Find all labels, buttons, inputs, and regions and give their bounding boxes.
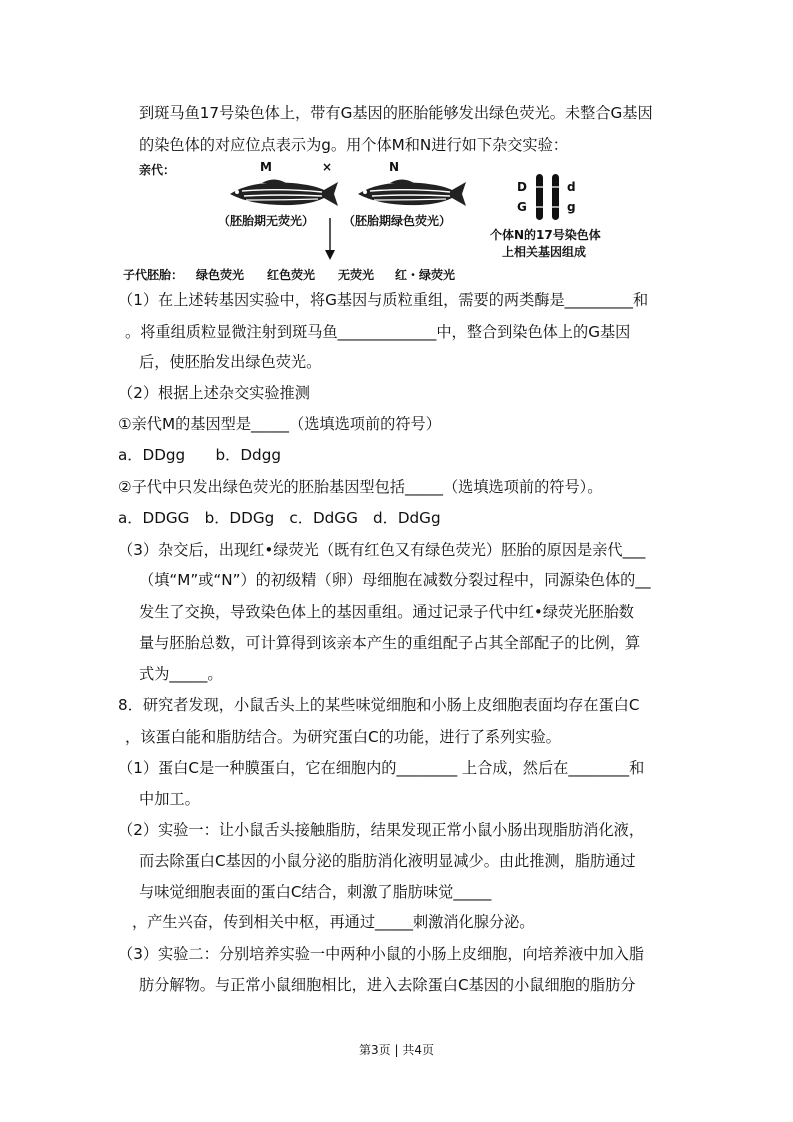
fish-m-icon: [222, 176, 342, 210]
fish-n-icon: [350, 176, 470, 210]
offspring-phenotype-4: 红・绿荧光: [395, 268, 456, 282]
text-line-10: a．DDGG b．DDGg c．DdGG d．DdGg: [118, 509, 441, 527]
n-label: N: [389, 160, 400, 174]
text-line-1: 到斑马鱼17号染色体上，带有G基因的胚胎能够发出绿色荧光。未整合G基因: [139, 104, 653, 122]
offspring-phenotype-2: 红色荧光: [267, 268, 316, 282]
text-line-14: 量与胚胎总数，可计算得到该亲本产生的重组配子占其全部配子的比例，算: [139, 634, 641, 652]
text-line-7: ①亲代M的基因型是_____（选填选项前的符号）: [118, 415, 441, 433]
text-line-4: 。将重组质粒显微注射到斑马鱼_____________中，整合到染色体上的G基因: [125, 323, 631, 341]
text-line-22: 与味觉细胞表面的蛋白C结合，刺激了脂肪味觉_____: [139, 883, 492, 901]
text-line-5: 后，使胚胎发出绿色荧光。: [139, 353, 322, 371]
text-line-3: （1）在上述转基因实验中，将G基因与质粒重组，需要的两类酶是_________和: [118, 291, 649, 309]
text-line-12: （填“M”或“N”）的初级精（卵）母细胞在减数分裂过程中，同源染色体的__: [139, 571, 651, 589]
text-line-20: （2）实验一：让小鼠舌头接触脂肪，结果发现正常小鼠小肠出现脂肪消化液，: [118, 821, 645, 839]
chromosome-pair-icon: [533, 174, 563, 220]
n-description: （胚胎期绿色荧光）: [343, 214, 452, 228]
chrom-allele-g: g: [567, 200, 576, 214]
parent-label: 亲代：: [139, 163, 176, 177]
text-line-17: ，该蛋白能和脂肪结合。为研究蛋白C的功能，进行了系列实验。: [125, 728, 561, 746]
text-line-6: （2）根据上述杂交实验推测: [118, 384, 310, 402]
chrom-allele-d: d: [567, 180, 576, 194]
chrom-caption-line2: 上相关基因组成: [502, 245, 587, 259]
text-line-21: 而去除蛋白C基因的小鼠分泌的脂肪消化液明显减少。由此推测，脂肪通过: [139, 852, 636, 870]
m-label: M: [260, 160, 272, 174]
text-line-25: 肪分解物。与正常小鼠细胞相比，进入去除蛋白C基因的小鼠细胞的脂肪分: [139, 976, 636, 994]
text-line-13: 发生了交换，导致染色体上的基因重组。通过记录子代中红•绿荧光胚胎数: [139, 603, 634, 621]
chrom-allele-D: D: [517, 180, 527, 194]
text-line-18: （1）蛋白C是一种膜蛋白，它在细胞内的________ 上合成，然后在________和: [118, 759, 645, 777]
text-line-24: （3）实验二：分别培养实验一中两种小鼠的小肠上皮细胞，向培养液中加入脂: [118, 945, 645, 963]
text-line-23: ，产生兴奋，传到相关中枢，再通过_____刺激消化腺分泌。: [132, 913, 535, 931]
text-line-15: 式为_____。: [139, 665, 223, 683]
chrom-caption-line1: 个体N的17号染色体: [490, 228, 601, 242]
cross-symbol: ×: [322, 160, 333, 174]
offspring-label: 子代胚胎：: [123, 268, 184, 282]
text-line-16: 8．研究者发现，小鼠舌头上的某些味觉细胞和小肠上皮细胞表面均存在蛋白C: [118, 696, 640, 714]
down-arrow-icon: [324, 218, 336, 260]
offspring-phenotype-1: 绿色荧光: [196, 268, 245, 282]
m-description: （胚胎期无荧光）: [218, 214, 315, 228]
offspring-phenotype-3: 无荧光: [338, 268, 375, 282]
text-line-2: 的染色体的对应位点表示为g。用个体M和N进行如下杂交实验：: [139, 136, 568, 154]
chrom-allele-G: G: [517, 200, 527, 214]
text-line-9: ②子代中只发出绿色荧光的胚胎基因型包括_____（选填选项前的符号）。: [118, 478, 603, 496]
text-line-19: 中加工。: [139, 790, 200, 808]
text-line-8: a．DDgg b．Ddgg: [118, 446, 281, 464]
page-footer: 第3页 | 共4页: [359, 1043, 434, 1057]
text-line-11: （3）杂交后，出现红•绿荧光（既有红色又有绿色荧光）胚胎的原因是亲代___: [118, 541, 646, 559]
